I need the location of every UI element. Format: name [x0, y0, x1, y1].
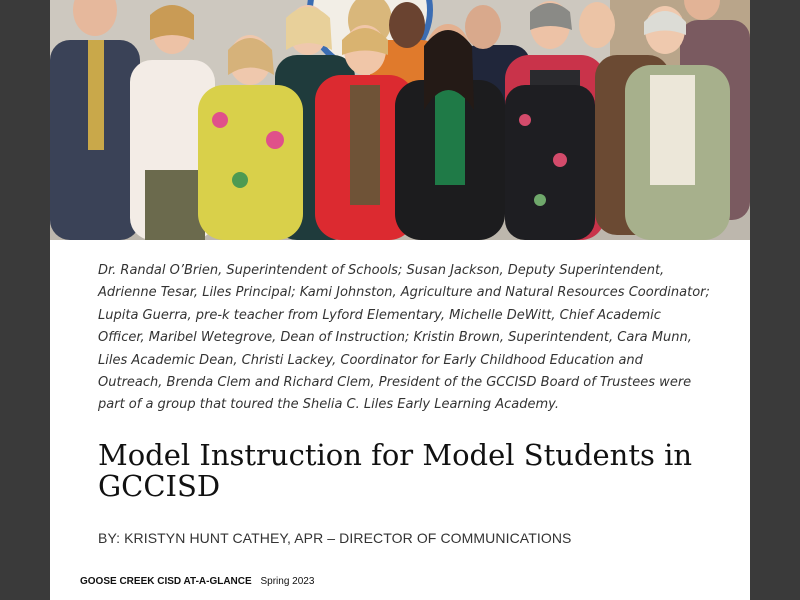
- footer-issue: Spring 2023: [260, 576, 315, 587]
- photo-caption: Dr. Randal O’Brien, Superintendent of Schools; Susan Jackson, Deputy Superintendent, Adrienne Tesar, Liles Principal; Kami Johnston, Agriculture and Natural Resources Coordinator; Lupita Guerra, pre-k teacher from Lyford Elementary, Michelle DeWitt, Chief Academic Officer, Maribel Wetegrove, Dean of Instruction; Kristin Brown, Superintendent, Cara Munn, Liles Academic Dean, Christi Lackey, Coordinator for Early Childhood Education and Outreach, Brenda Clem and Richard Clem, President of the GCCISD Board of Trustees were part of a group that toured the Shelia C. Liles Early Learning Academy.: [98, 263, 710, 413]
- page-footer: [80, 576, 314, 587]
- article-headline: Model Instruction for Model Students in GCCISD: [98, 438, 693, 503]
- article-byline: BY: KRISTYN HUNT CATHEY, APR – DIRECTOR OF COMMUNICATIONS: [98, 530, 572, 546]
- footer-publication: GOOSE CREEK CISD AT-A-GLANCE: [80, 576, 252, 587]
- magazine-page: [50, 0, 750, 600]
- group-photo: [50, 0, 750, 240]
- group-photo-illustration: [50, 0, 750, 240]
